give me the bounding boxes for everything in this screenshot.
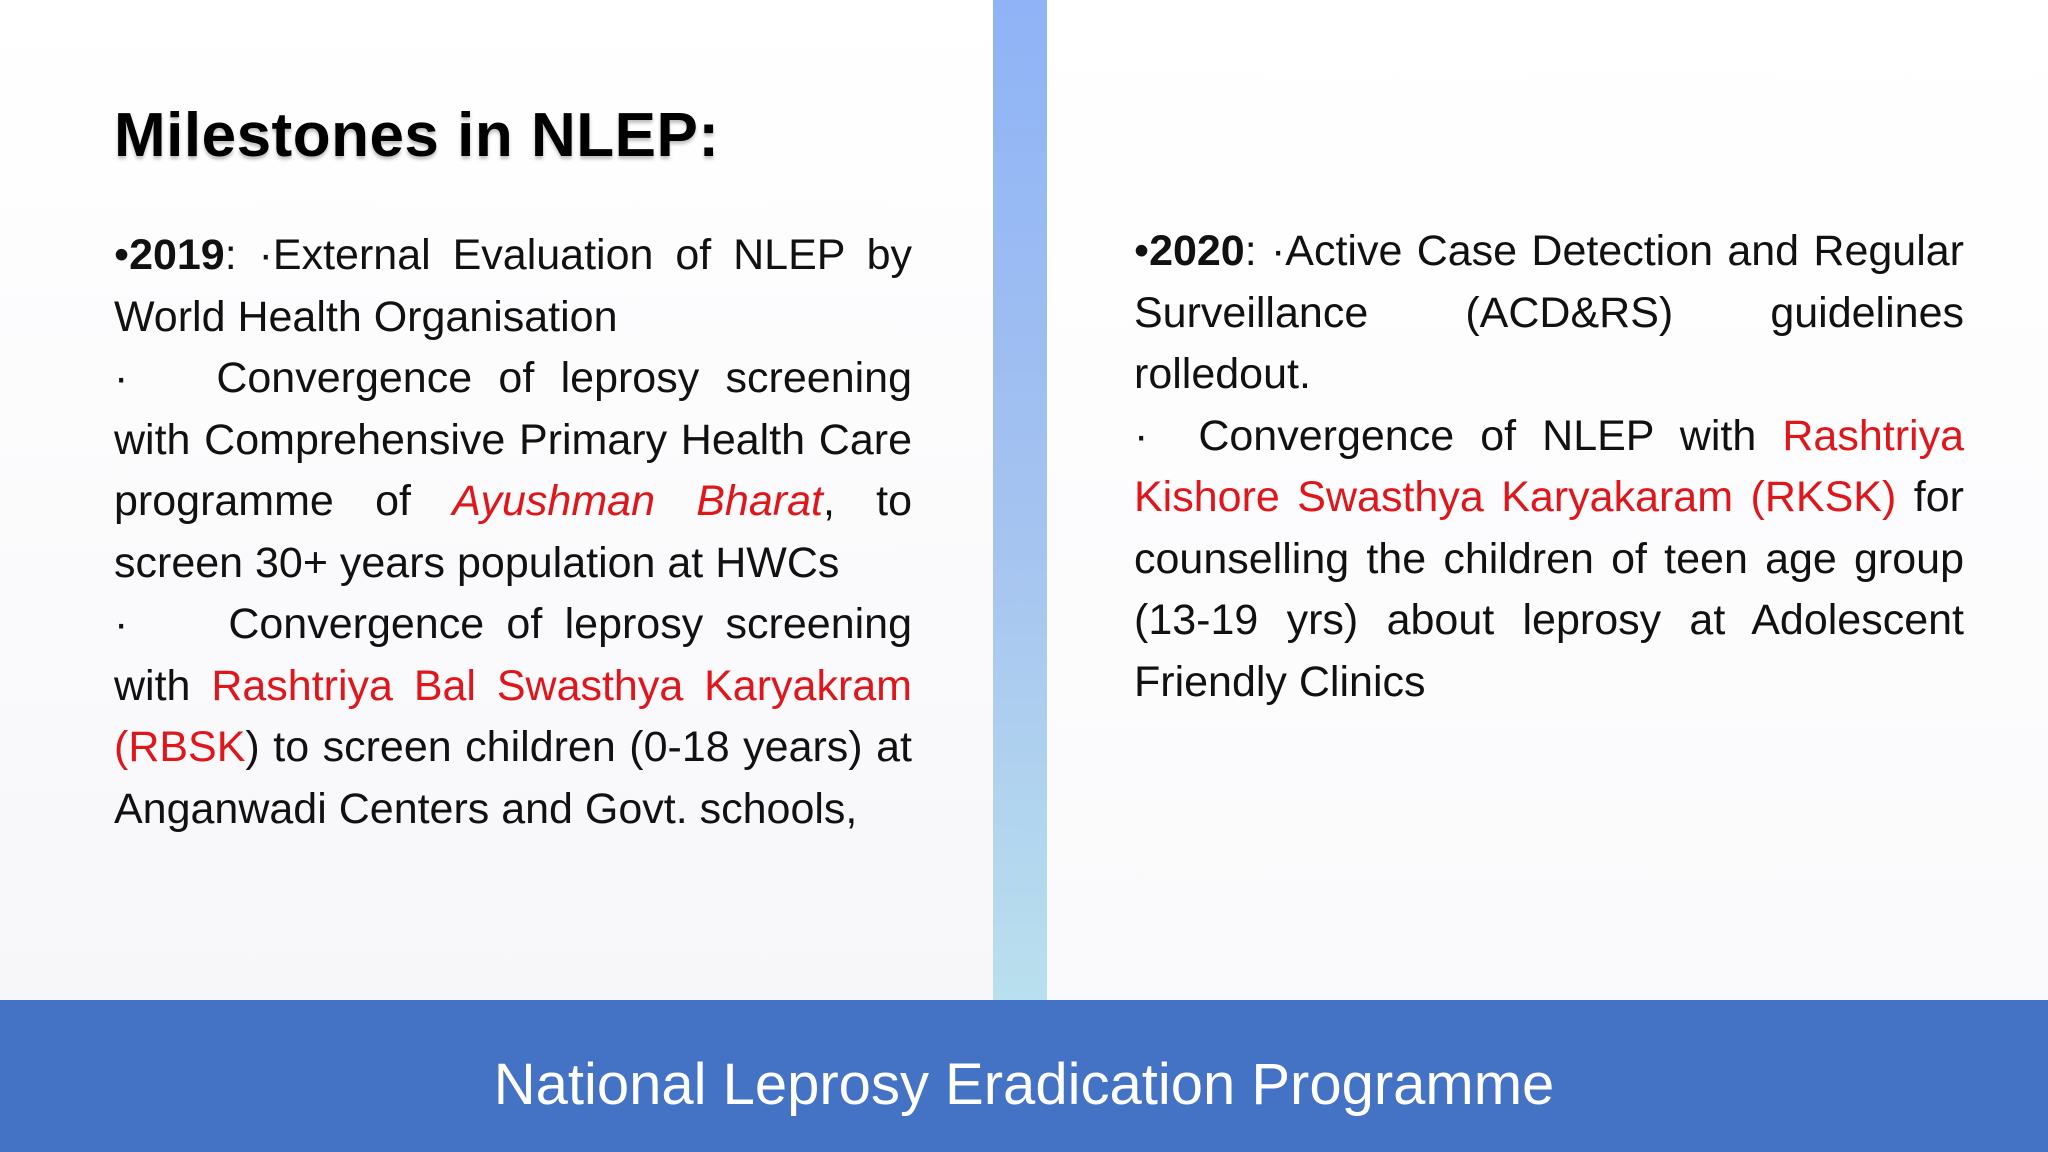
vertical-divider-bar [993,0,1047,1000]
year-2020: 2020 [1149,227,1245,275]
milestone-2020-item-1: •2020: ·Active Case Detection and Regular Surveillance (ACD&RS) guidelines rolledout. [1134,227,1964,398]
sub-bullet: · [1134,411,1149,460]
milestones-2019 [114,225,912,840]
slide-title: Milestones in NLEP: [114,101,720,170]
bullet: • [1134,227,1150,275]
sub-bullet: · [114,354,129,402]
milestone-2020-item-2: · Convergence of NLEP with Rashtriya Kishore Swasthya Karyakaram (RKSK) for counselling the children of teen age group (13-19 yrs) about leprosy at Adolescent Friendly Clinics [1134,411,1964,706]
milestone-2019-item-1: •2019: ·External Evaluation of NLEP by World Health Organisation [114,231,912,341]
sub-bullet: · [114,600,129,648]
milestone-2019-item-3: · Convergence of leprosy screening with Rashtriya Bal Swasthya Karyakram (RBSK) to screen children (0-18 years) at Anganwadi Centers and Govt. schools, [114,600,912,833]
year-2019: 2019 [129,231,225,279]
highlight-ayushman-bharat: Ayushman Bharat [452,477,823,525]
milestones-2020 [1134,221,1964,713]
highlight-rksk: Rashtriya Kishore Swasthya Karyakaram (RKSK) [1134,411,1964,521]
milestone-2019-item-2: · Convergence of leprosy screening with Comprehensive Primary Health Care programme of Ayushman Bharat, to screen 30+ years population at HWCs [114,354,912,587]
highlight-rbsk: Rashtriya Bal Swasthya Karyakram (RBSK [114,661,912,771]
footer-title: National Leprosy Eradication Programme [493,1052,1555,1117]
bullet: • [114,231,130,279]
